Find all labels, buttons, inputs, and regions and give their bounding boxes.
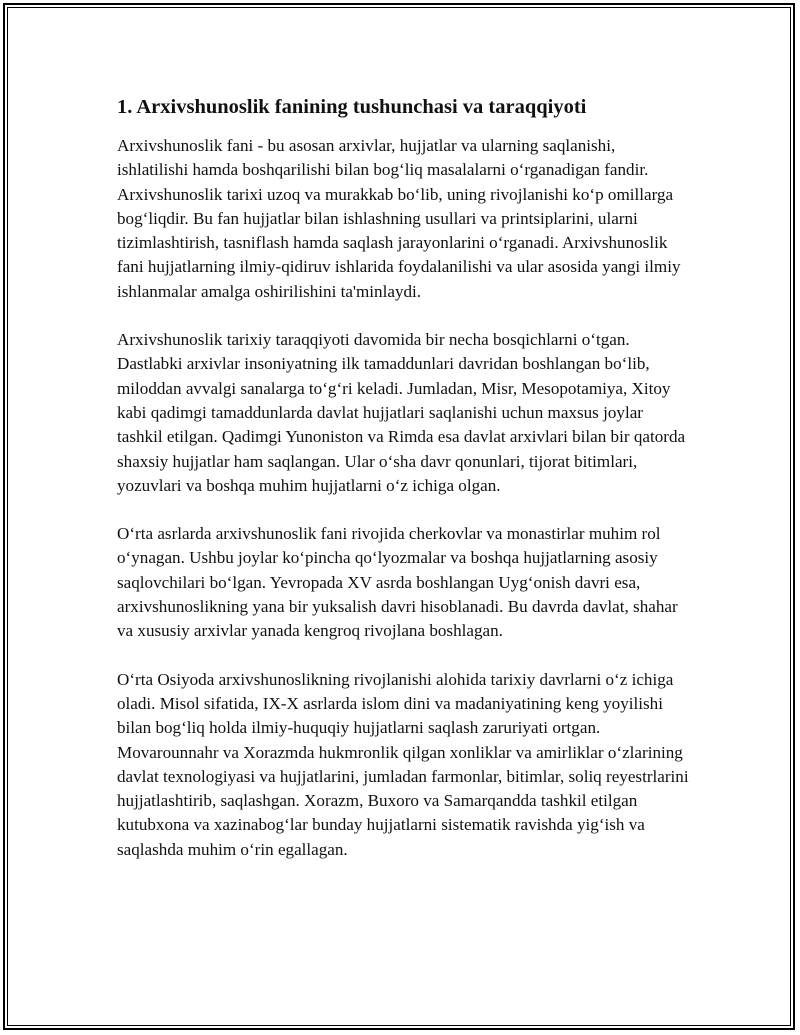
paragraph-1: Arxivshunoslik fani - bu asosan arxivlar, hujjatlar va ularning saqlanishi, ishlatilishi hamda boshqarilishi bilan bog‘liq masalalarni o‘rganadigan fandir. Arxivshunoslik tarixi uzoq va murakkab bo‘lib, uning rivojlanishi ko‘p omillarga bog‘liqdir. Bu fan hujjatlar bilan ishlashning usullari va printsiplarini, ularni tizimlashtirish, tasniflash hamda saqlash jarayonlarini o‘rganadi. Arxivshunoslik fani hujjatlarning ilmiy-qidiruv ishlarida foydalanilishi va ular asosida yangi ilmiy ishlanmalar amalga oshirilishini ta'minlaydi. [117, 136, 681, 301]
paragraph-4: O‘rta Osiyoda arxivshunoslikning rivojlanishi alohida tarixiy davrlarni o‘z ichiga oladi. Misol sifatida, IX-X asrlarda islom dini va madaniyatining keng yoyilishi bilan bog‘liq holda ilmiy-huquqiy hujjatlarni saqlash zaruriyati ortgan. Movarounnahr va Xorazmda hukmronlik qilgan xonliklar va amirliklar o‘zlarining davlat texnologiyasi va hujjatlarini, jumladan farmonlar, bitimlar, soliq reyestrlarini hujjatlashtirib, saqlashgan. Xorazm, Buxoro va Samarqandda tashkil etilgan kutubxona va xazinabog‘lar bunday hujjatlarni sistematik ravishda yig‘ish va saqlashda muhim o‘rin egallagan. [117, 669, 689, 859]
paragraph-3: O‘rta asrlarda arxivshunoslik fani rivojida cherkovlar va monastirlar muhim rol o‘ynagan. Ushbu joylar ko‘pincha qo‘lyozmalar va boshqa hujjatlarning asosiy saqlovchilari bo‘lgan. Yevropada XV asrda boshlangan Uyg‘onish davri esa, arxivshunoslikning yana bir yuksalish davri hisoblanadi. Bu davrda davlat, shahar va xususiy arxivlar yanada kengroq rivojlana boshlagan. [117, 524, 678, 641]
section-heading: 1. Arxivshunoslik fanining tushunchasi va taraqqiyoti [117, 96, 587, 118]
paragraph-2: Arxivshunoslik tarixiy taraqqiyoti davomida bir necha bosqichlarni o‘tgan. Dastlabki arxivlar insoniyatning ilk tamaddunlari davridan boshlangan bo‘lib, miloddan avvalgi sanalarga to‘g‘ri keladi. Jumladan, Misr, Mesopotamiya, Xitoy kabi qadimgi tamaddunlarda davlat hujjatlari saqlanishi uchun maxsus joylar tashkil etilgan. Qadimgi Yunoniston va Rimda esa davlat arxivlari bilan bir qatorda shaxsiy hujjatlar ham saqlangan. Ular o‘sha davr qonunlari, tijorat bitimlari, yozuvlari va boshqa muhim hujjatlarni o‘z ichiga olgan. [117, 330, 686, 495]
document-body [117, 94, 689, 886]
